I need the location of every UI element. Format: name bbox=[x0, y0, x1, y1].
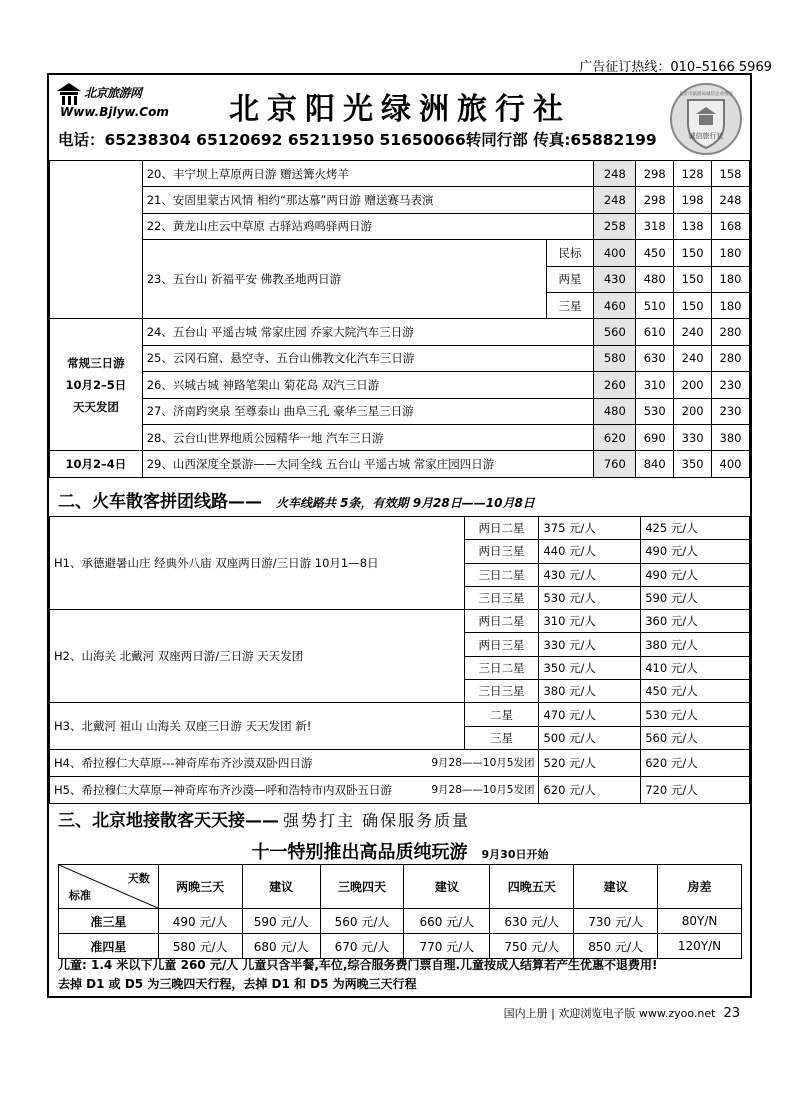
price-cell: 670 元/人 bbox=[320, 934, 404, 959]
price-cell: 760 bbox=[594, 451, 636, 477]
price-cell: 680 元/人 bbox=[242, 934, 320, 959]
route-name: 27、济南趵突泉 至尊泰山 曲阜三孔 豪华三星三日游 bbox=[142, 398, 594, 424]
price-cell: 770 元/人 bbox=[404, 934, 490, 959]
table-row bbox=[50, 187, 750, 213]
section1-table bbox=[49, 160, 750, 478]
price-cell: 500 元/人 bbox=[539, 726, 641, 749]
price-cell: 425 元/人 bbox=[641, 517, 750, 540]
trust-badge-icon bbox=[668, 82, 744, 156]
table-row bbox=[50, 372, 750, 398]
table-row bbox=[50, 451, 750, 477]
corner-cell bbox=[59, 865, 159, 909]
route-name: 24、五台山 平遥古城 常家庄园 乔家大院汽车三日游 bbox=[142, 319, 594, 345]
price-cell: 360 元/人 bbox=[641, 610, 750, 633]
table-row bbox=[50, 776, 750, 803]
price-cell: 180 bbox=[712, 240, 750, 266]
corner-top: 天数 bbox=[127, 872, 150, 885]
price-cell: 560 元/人 bbox=[320, 909, 404, 934]
price-cell: 330 元/人 bbox=[539, 633, 641, 656]
price-cell: 168 bbox=[712, 213, 750, 239]
price-cell: 620 元/人 bbox=[641, 749, 750, 776]
price-cell: 350 元/人 bbox=[539, 656, 641, 679]
price-cell: 590 元/人 bbox=[242, 909, 320, 934]
price-cell: 530 元/人 bbox=[641, 703, 750, 726]
table-row bbox=[50, 517, 750, 540]
promo-heading bbox=[140, 838, 660, 864]
price-cell: 375 元/人 bbox=[539, 517, 641, 540]
group-blank bbox=[50, 161, 143, 319]
table-row bbox=[50, 610, 750, 633]
price-cell: 660 元/人 bbox=[404, 909, 490, 934]
price-cell: 380 元/人 bbox=[539, 680, 641, 703]
price-cell: 590 元/人 bbox=[641, 586, 750, 609]
route-name: 28、云台山世界地质公园精华一地 汽车三日游 bbox=[142, 424, 594, 450]
price-cell: 310 bbox=[636, 372, 674, 398]
price-cell: 138 bbox=[674, 213, 712, 239]
group-line: 天天发团 bbox=[72, 399, 119, 414]
promo-title: 十一特别推出高品质纯玩游 bbox=[251, 842, 468, 863]
table-row bbox=[59, 934, 742, 959]
price-cell: 298 bbox=[636, 187, 674, 213]
route-date: 9月28——10月5发团 bbox=[431, 756, 535, 769]
price-cell: 620 元/人 bbox=[539, 776, 641, 803]
price-cell: 240 bbox=[674, 345, 712, 371]
price-cell: 440 元/人 bbox=[539, 540, 641, 563]
price-cell: 750 元/人 bbox=[490, 934, 574, 959]
price-cell: 200 bbox=[674, 372, 712, 398]
price-cell: 298 bbox=[636, 161, 674, 187]
price-cell: 180 bbox=[712, 292, 750, 318]
price-cell: 580 元/人 bbox=[158, 934, 242, 959]
logo-roof-icon bbox=[56, 82, 82, 106]
price-cell: 400 bbox=[712, 451, 750, 477]
column-header: 两晚三天 bbox=[158, 865, 242, 909]
route-name bbox=[50, 776, 539, 803]
group-label: 10月2–4日 bbox=[50, 451, 143, 477]
price-cell: 480 bbox=[636, 266, 674, 292]
option-label: 两日三星 bbox=[464, 633, 539, 656]
promo-note: 9月30日开始 bbox=[481, 848, 549, 861]
price-cell: 258 bbox=[594, 213, 636, 239]
price-cell: 530 bbox=[636, 398, 674, 424]
section2-subtitle: 火车线路共 5条，有效期 9月28日——10月8日 bbox=[276, 496, 535, 510]
price-cell: 530 元/人 bbox=[539, 586, 641, 609]
price-cell: 560 bbox=[594, 319, 636, 345]
table-row bbox=[50, 424, 750, 450]
price-cell: 380 bbox=[712, 424, 750, 450]
section3-heading bbox=[58, 806, 470, 831]
route-title: H5、希拉穆仁大草原—神奇库布齐沙漠—呼和浩特市内双卧五日游 bbox=[54, 782, 392, 797]
table-row bbox=[50, 240, 750, 266]
price-cell: 200 bbox=[674, 398, 712, 424]
grade-label: 民标 bbox=[546, 240, 594, 266]
group-line: 常规三日游 bbox=[67, 355, 125, 370]
logo-text: 北京旅游网 bbox=[84, 86, 142, 100]
price-cell: 400 bbox=[594, 240, 636, 266]
route-name: 23、五台山 祈福平安 佛教圣地两日游 bbox=[142, 240, 546, 319]
agency-name: 北京阳光绿洲旅行社 bbox=[229, 92, 571, 127]
table-row bbox=[50, 161, 750, 187]
option-label: 二星 bbox=[464, 703, 539, 726]
price-cell: 248 bbox=[594, 187, 636, 213]
grade-label: 两星 bbox=[546, 266, 594, 292]
section3-subtitle: 强势打主 确保服务质量 bbox=[283, 811, 471, 830]
price-cell: 158 bbox=[712, 161, 750, 187]
price-cell: 248 bbox=[594, 161, 636, 187]
route-name bbox=[50, 749, 539, 776]
table-row bbox=[59, 909, 742, 934]
option-label: 三日三星 bbox=[464, 680, 539, 703]
route-name: 20、丰宁坝上草原两日游 赠送篝火烤羊 bbox=[142, 161, 594, 187]
corner-bottom: 标准 bbox=[69, 889, 91, 902]
option-label: 三星 bbox=[464, 726, 539, 749]
column-header: 房差 bbox=[658, 865, 742, 909]
option-label: 三日二星 bbox=[464, 563, 539, 586]
route-name: 22、黄龙山庄云中草原 古驿站鸡鸣驿两日游 bbox=[142, 213, 594, 239]
table-row bbox=[50, 319, 750, 345]
price-cell: 240 bbox=[674, 319, 712, 345]
price-cell: 310 元/人 bbox=[539, 610, 641, 633]
logo-url: Www.Bjlyw.Com bbox=[60, 105, 169, 119]
price-cell: 120Y/N bbox=[658, 934, 742, 959]
section2-title: 二、火车散客拼团线路—— bbox=[58, 492, 262, 512]
price-cell: 450 元/人 bbox=[641, 680, 750, 703]
table-row bbox=[50, 703, 750, 726]
badge-ring-text: 北京市旅游局诚信企业推荐 bbox=[679, 92, 733, 97]
table-row bbox=[50, 398, 750, 424]
price-cell: 490 元/人 bbox=[158, 909, 242, 934]
price-cell: 180 bbox=[712, 266, 750, 292]
option-label: 两日二星 bbox=[464, 610, 539, 633]
price-cell: 610 bbox=[636, 319, 674, 345]
route-title: H4、希拉穆仁大草原---神奇库布齐沙漠双卧四日游 bbox=[54, 755, 313, 770]
table-row bbox=[50, 213, 750, 239]
route-name: H3、北戴河 祖山 山海关 双座三日游 天天发团 新! bbox=[50, 703, 465, 750]
price-cell: 150 bbox=[674, 266, 712, 292]
notes bbox=[58, 956, 658, 994]
price-cell: 520 元/人 bbox=[539, 749, 641, 776]
price-cell: 128 bbox=[674, 161, 712, 187]
route-name: 29、山西深度全景游——大同全线 五台山 平遥古城 常家庄园四日游 bbox=[142, 451, 594, 477]
route-name: 26、兴城古城 神路笔架山 菊花岛 双汽三日游 bbox=[142, 372, 594, 398]
column-header: 四晚五天 bbox=[490, 865, 574, 909]
table-row bbox=[50, 749, 750, 776]
price-cell: 430 元/人 bbox=[539, 563, 641, 586]
group-label bbox=[50, 319, 143, 451]
price-cell: 280 bbox=[712, 345, 750, 371]
column-header: 建议 bbox=[574, 865, 658, 909]
price-cell: 80Y/N bbox=[658, 909, 742, 934]
column-header: 建议 bbox=[404, 865, 490, 909]
price-cell: 410 元/人 bbox=[641, 656, 750, 679]
page-number: 23 bbox=[723, 1006, 740, 1021]
option-label: 两日二星 bbox=[464, 517, 539, 540]
route-name: 21、安固里蒙古风情 相约“那达慕”两日游 赠送赛马表演 bbox=[142, 187, 594, 213]
price-cell: 150 bbox=[674, 292, 712, 318]
price-cell: 350 bbox=[674, 451, 712, 477]
note-itinerary: 去掉 D1 或 D5 为三晚四天行程，去掉 D1 和 D5 为两晚三天行程 bbox=[58, 977, 417, 991]
footer-text: 国内上册 | 欢迎浏览电子版 www.zyoo.net bbox=[503, 1007, 716, 1020]
price-cell: 380 元/人 bbox=[641, 633, 750, 656]
table-row bbox=[59, 865, 742, 909]
column-header: 三晚四天 bbox=[320, 865, 404, 909]
route-name: H1、承德避暑山庄 经典外八庙 双座两日游/三日游 10月1—8日 bbox=[50, 517, 465, 610]
route-name: H2、山海关 北戴河 双座两日游/三日游 天天发团 bbox=[50, 610, 465, 703]
price-cell: 150 bbox=[674, 240, 712, 266]
price-cell: 720 元/人 bbox=[641, 776, 750, 803]
price-cell: 450 bbox=[636, 240, 674, 266]
table-row bbox=[50, 345, 750, 371]
price-cell: 850 元/人 bbox=[574, 934, 658, 959]
price-cell: 260 bbox=[594, 372, 636, 398]
price-cell: 840 bbox=[636, 451, 674, 477]
price-cell: 630 bbox=[636, 345, 674, 371]
price-cell: 230 bbox=[712, 398, 750, 424]
price-cell: 470 元/人 bbox=[539, 703, 641, 726]
price-cell: 560 元/人 bbox=[641, 726, 750, 749]
price-cell: 430 bbox=[594, 266, 636, 292]
price-cell: 580 bbox=[594, 345, 636, 371]
option-label: 两日三星 bbox=[464, 540, 539, 563]
price-cell: 230 bbox=[712, 372, 750, 398]
section2-heading bbox=[58, 487, 535, 512]
price-cell: 330 bbox=[674, 424, 712, 450]
grade-label: 三星 bbox=[546, 292, 594, 318]
price-cell: 280 bbox=[712, 319, 750, 345]
route-date: 9月28——10月5发团 bbox=[431, 783, 535, 796]
price-cell: 690 bbox=[636, 424, 674, 450]
footer bbox=[504, 1005, 740, 1021]
row-label: 准三星 bbox=[59, 909, 159, 934]
ad-hotline: 广告征订热线：010–5166 5969 bbox=[579, 60, 772, 75]
option-label: 三日三星 bbox=[464, 586, 539, 609]
price-cell: 490 元/人 bbox=[641, 540, 750, 563]
price-cell: 620 bbox=[594, 424, 636, 450]
price-cell: 730 元/人 bbox=[574, 909, 658, 934]
price-cell: 198 bbox=[674, 187, 712, 213]
price-cell: 480 bbox=[594, 398, 636, 424]
group-line: 10月2–5日 bbox=[65, 377, 127, 392]
section2-table bbox=[49, 516, 750, 804]
price-cell: 510 bbox=[636, 292, 674, 318]
price-cell: 318 bbox=[636, 213, 674, 239]
badge-text: 诚信旅行社 bbox=[688, 132, 724, 140]
price-cell: 460 bbox=[594, 292, 636, 318]
price-cell: 248 bbox=[712, 187, 750, 213]
price-cell: 490 元/人 bbox=[641, 563, 750, 586]
note-children: 儿童: 1.4 米以下儿童 260 元/人 儿童只含半餐,车位,综合服务费门票自理.儿童按成人结算若产生优惠不退费用! bbox=[58, 958, 658, 972]
contact-line: 电话：65238304 65120692 65211950 51650066转同行部 传真:65882199 bbox=[58, 131, 657, 149]
option-label: 三日二星 bbox=[464, 656, 539, 679]
route-name: 25、云冈石窟、悬空寺、五台山佛教文化汽车三日游 bbox=[142, 345, 594, 371]
row-label: 准四星 bbox=[59, 934, 159, 959]
section3-title: 三、北京地接散客天天接—— bbox=[58, 811, 279, 831]
column-header: 建议 bbox=[242, 865, 320, 909]
price-cell: 630 元/人 bbox=[490, 909, 574, 934]
section3-table bbox=[58, 864, 742, 959]
